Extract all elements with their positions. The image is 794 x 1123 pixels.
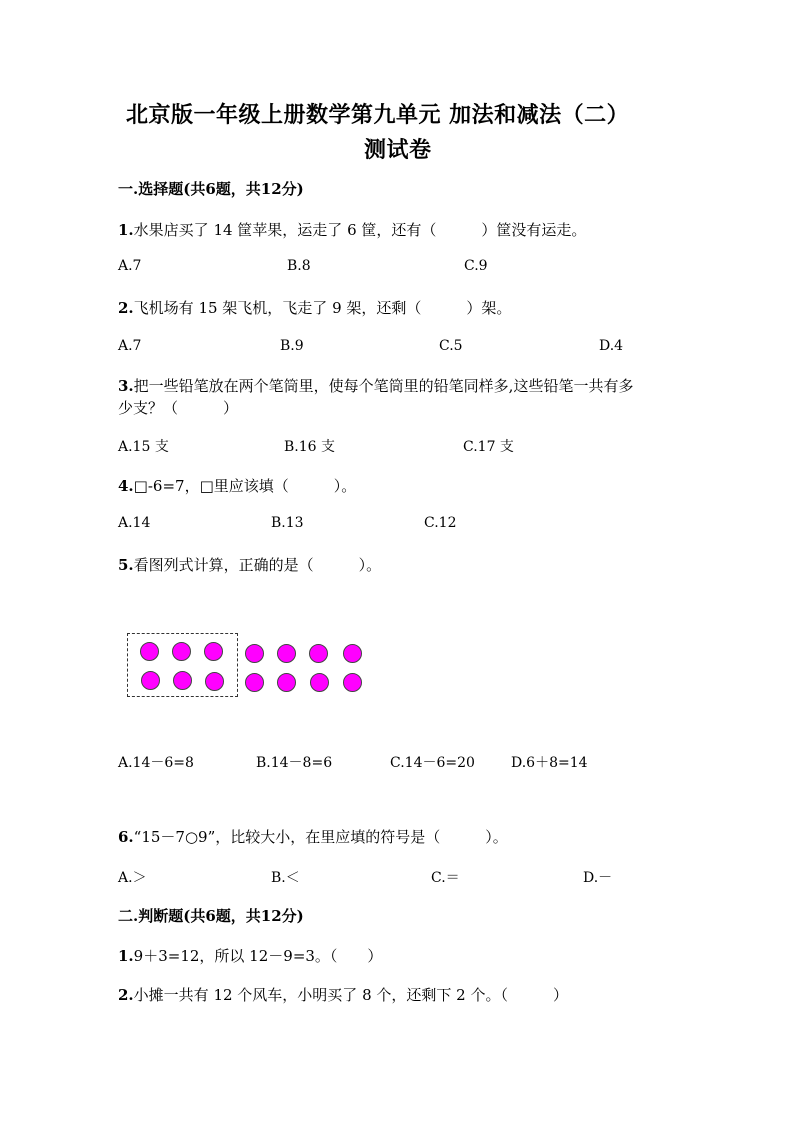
dot xyxy=(343,673,362,692)
page-subtitle: 测试卷 xyxy=(364,137,432,163)
question-3 xyxy=(118,375,633,396)
judgment-1 xyxy=(118,945,382,966)
dot xyxy=(173,671,192,690)
dots-figure xyxy=(127,633,377,697)
dot xyxy=(343,644,362,663)
question-number: 6. xyxy=(118,828,134,846)
dot xyxy=(141,671,160,690)
q4-option-a: A.14 xyxy=(118,515,151,531)
question-4 xyxy=(118,475,356,496)
q5-option-c: C.14－6=20 xyxy=(390,755,475,771)
question-number: 1. xyxy=(118,221,134,239)
dot xyxy=(205,672,224,691)
q3-option-b: B.16 支 xyxy=(284,439,336,455)
q2-option-b: B.9 xyxy=(280,338,304,354)
question-text: 水果店买了 14 筐苹果，运走了 6 筐，还有（ ）筐没有运走。 xyxy=(133,221,587,239)
q6-option-c: C.＝ xyxy=(431,870,460,886)
page-title: 北京版一年级上册数学第九单元 加法和减法（二） xyxy=(126,102,630,128)
dot xyxy=(245,644,264,663)
question-2 xyxy=(118,297,511,318)
dot xyxy=(204,642,223,661)
question-text: 9＋3=12，所以 12－9=3。（ ） xyxy=(133,947,383,965)
q5-option-b: B.14－8=6 xyxy=(256,755,333,771)
dot xyxy=(140,642,159,661)
q2-option-a: A.7 xyxy=(118,338,142,354)
dot xyxy=(310,673,329,692)
q1-option-a: A.7 xyxy=(118,258,142,274)
dot xyxy=(277,644,296,663)
q6-option-a: A.＞ xyxy=(118,870,147,886)
q2-option-d: D.4 xyxy=(599,338,624,354)
question-1 xyxy=(118,219,586,240)
question-number: 2. xyxy=(118,299,134,317)
q1-option-b: B.8 xyxy=(287,258,311,274)
section-heading-choice: 一.选择题(共6题，共12分) xyxy=(118,180,304,198)
judgment-2 xyxy=(118,984,568,1005)
question-5 xyxy=(118,554,381,575)
question-number: 2. xyxy=(118,986,134,1004)
dot xyxy=(309,644,328,663)
q5-option-a: A.14－6=8 xyxy=(118,755,194,771)
question-number: 4. xyxy=(118,477,134,495)
q3-option-c: C.17 支 xyxy=(463,439,514,455)
question-number: 1. xyxy=(118,947,134,965)
q4-option-c: C.12 xyxy=(424,515,457,531)
question-text: 小摊一共有 12 个风车，小明买了 8 个，还剩下 2 个。（ ） xyxy=(133,986,568,1004)
q5-option-d: D.6＋8=14 xyxy=(511,755,588,771)
q6-option-d: D.－ xyxy=(583,870,613,886)
question-text: 飞机场有 15 架飞机，飞走了 9 架，还剩（ ）架。 xyxy=(133,299,512,317)
dot xyxy=(172,642,191,661)
question-6 xyxy=(118,826,508,847)
q6-option-b: B.＜ xyxy=(271,870,300,886)
question-number: 5. xyxy=(118,556,134,574)
q4-option-b: B.13 xyxy=(271,515,304,531)
dot xyxy=(245,673,264,692)
question-text: 把一些铅笔放在两个笔筒里，使每个笔筒里的铅笔同样多,这些铅笔一共有多 xyxy=(133,377,634,395)
question-number: 3. xyxy=(118,377,134,395)
q2-option-c: C.5 xyxy=(439,338,463,354)
question-text: “15－7○9”，比较大小，在里应填的符号是（ ）。 xyxy=(133,828,508,846)
q3-option-a: A.15 支 xyxy=(118,439,169,455)
question-text: 看图列式计算，正确的是（ ）。 xyxy=(133,556,382,574)
section-heading-judgment: 二.判断题(共6题，共12分) xyxy=(118,907,304,925)
question-text: □-6=7，□里应该填（ ）。 xyxy=(133,477,357,495)
question-3-line2: 少支？（ ） xyxy=(118,399,239,417)
dot xyxy=(277,673,296,692)
q1-option-c: C.9 xyxy=(464,258,488,274)
